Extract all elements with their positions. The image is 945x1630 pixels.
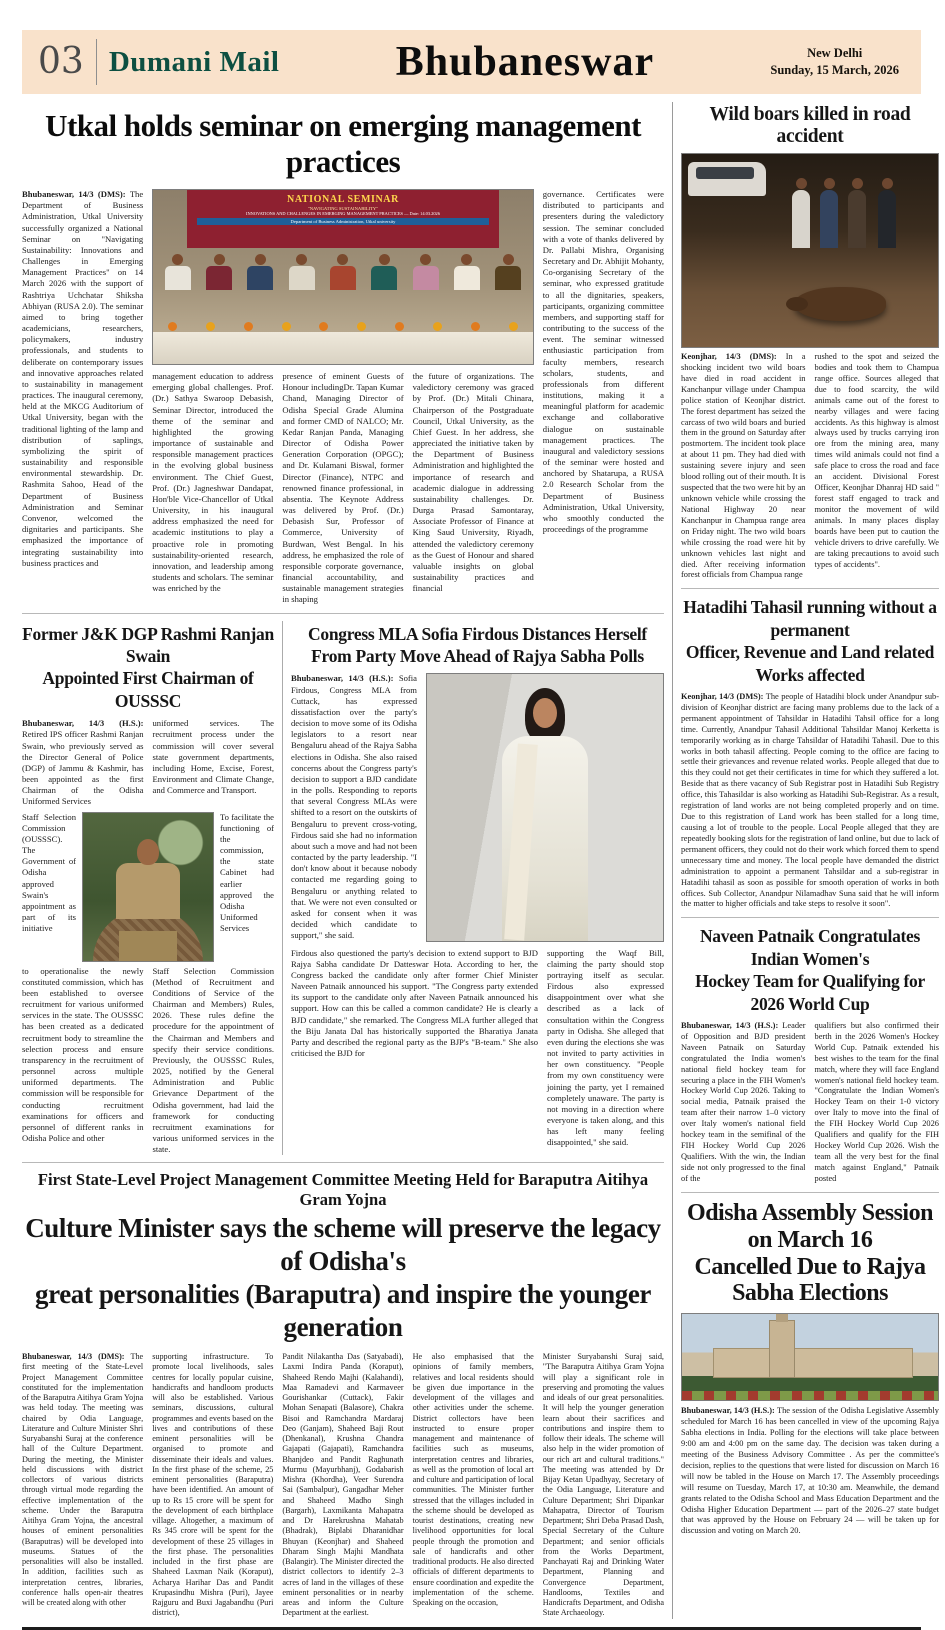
banner-subtitle: INNOVATIONS AND CHALLENGES IN EMERGING MANAGEMENT PRACTICES — Date: 14.03.2026 bbox=[246, 211, 440, 216]
dateline: Keonjhar, 14/3 (DMS): bbox=[681, 352, 777, 361]
utkal-col2: management education to address emerging global challenges. Prof. (Dr.) Sathya Swaroop Debasish, Seminar Director, introduced the theme of the seminar and highlighted the growing importance of sustainable and responsible management practices in the evolving global business environment. The Chief Guest, Prof. (Dr.) Jagneshwar Dandapat, Hon'ble Vice-Chancellor of Utkal University, in his inaugural address emphasized the need for academic institutions to play a proactive role in promoting sustainability-oriented research, innovation, and leadership among students and scholars. The seminar was enriched by the bbox=[152, 371, 274, 594]
headline-utkal-seminar: Utkal holds seminar on emerging management practices bbox=[45, 108, 641, 179]
person-figure bbox=[413, 254, 439, 290]
baraputra-body-grid bbox=[22, 1352, 664, 1619]
section-divider bbox=[22, 613, 664, 614]
ousssc-bottom-columns bbox=[22, 966, 274, 1156]
page-number: 03 bbox=[38, 41, 84, 82]
assembly-building bbox=[713, 1348, 913, 1378]
bystander-figure bbox=[792, 190, 810, 248]
boar-carcass-shape bbox=[794, 287, 886, 321]
wild-boars-col2: rushed to the spot and seized the bodies and took them to Champua range office. Sources alleged that due to food scarcity, the wild animals came out of the forest to nearby villages and were facing accidents. As this highway is almost always used by trucks carrying iron ore from the mining area, many times wild animals could not find a safe place to cross the road and face an accident. Divisional Forest Officer, Keonjhar Dhanraj HD said " forest staff engaged to track and monitor the movement of wild animals. In many places display boards have been put to caution the vehicle drivers to drive carefully. We are taking precautions to avoid such types of accidents". bbox=[814, 352, 939, 569]
masthead-band bbox=[22, 30, 921, 94]
firdous-photo bbox=[426, 673, 664, 941]
headline-line: Naveen Patnaik Congratulates Indian Women's bbox=[699, 926, 921, 969]
masthead-divider bbox=[96, 39, 97, 85]
flower-garland bbox=[153, 322, 533, 330]
headline-line: Hockey Team for Qualifying for 2026 World Cup bbox=[695, 971, 925, 1014]
swain-photo bbox=[82, 812, 214, 962]
dateline: Keonjhar, 14/3 (DMS): bbox=[681, 691, 764, 701]
garden-flowers bbox=[682, 1391, 938, 1400]
edition-city: Bhubaneswar bbox=[395, 39, 655, 85]
officer-legs bbox=[119, 931, 177, 961]
section-divider bbox=[681, 588, 939, 589]
hatadihi-body bbox=[681, 692, 939, 910]
headline-hockey bbox=[681, 925, 939, 1015]
article-text: Leader of Opposition and BJD president Naveen Patnaik on Saturday congratulated the India women's national field hockey team for securing a place in the FIH Women's Hockey World Cup 2026. Taking to social media, Patnaik praised the team after their narrow 1–0 victory over Italy women's national field hockey team in the semifinal of the FIH Hockey World Cup 2026 Qualifiers. With the win, the Indian side not only progressed to the final of the bbox=[681, 1020, 806, 1183]
dateline: Bhubaneswar, 14/3 (H.S.): bbox=[681, 1020, 779, 1030]
article-firdous bbox=[282, 621, 664, 1156]
headline-line: Former J&K DGP Rashmi Ranjan Swain bbox=[22, 623, 274, 666]
article-hockey bbox=[681, 925, 939, 1184]
article-text: Retired IPS officer Rashmi Ranjan Swain, who previously served as the Director General of Police (DGP) of Jammu & Kashmir, has been appointed as the first Chairman of the Odisha Uniformed Services bbox=[22, 729, 144, 807]
ousssc-col2-bottom: Staff Selection Commission (Method of Recruitment and Conditions of Service of the Chairman and Members) Rules, 2026. These rules define the procedure for the appointment of the Chairman and Members and specify their service conditions. Previously, the OUSSSC Rules, 2025, notified by the General Administration and Public Grievance Department of the Odisha government, had laid the framework for conducting recruitment examinations for various uniformed services in the state. bbox=[152, 965, 274, 1155]
headline-assembly bbox=[681, 1200, 939, 1308]
headline-line: Officer, Revenue and Land related Works affected bbox=[685, 642, 935, 685]
person-figure bbox=[289, 254, 315, 290]
ousssc-wrap-right: To facilitate the functioning of the commission, the state Cabinet had earlier approved the Odisha Uniformed Services bbox=[220, 811, 274, 934]
person-figure bbox=[454, 254, 480, 290]
firdous-col3: supporting the Waqf Bill, claiming the party should stop portraying itself as secular. Firdous also expressed disappointment over what she described as a lack of consultation within the Congress party in Odisha. She alleged that even during the elections she was not invited to party activities in her own constituency. "People from my own constituency were joining the party, yet I remained completely unaware. The party is not moving in a direction where everyone is taken along, and this has left many feeling disappointed," she said. bbox=[547, 947, 664, 1148]
utkal-col4: the future of organizations. The valedictory ceremony was graced by Prof. (Dr.) Mitali Chinara, Chairperson of the Postgraduate Council, Utkal University, as the Chief Guest. In her address, she appreciated the initiative taken by the Department of Business Administration and highlighted the importance of research and academic dialogue in addressing sustainability challenges. Dr. Durga Prasad Samontaray, Associate Professor of Finance at King Saud University, Riyadh, attended the valedictory ceremony as the Guest of Honour and shared valuable insights on global sustainability practices and financial bbox=[412, 371, 534, 594]
seminar-photo-banner bbox=[187, 190, 498, 248]
headline-line: Hatadihi Tahasil running without a permanent bbox=[683, 597, 937, 640]
bystander-figure bbox=[848, 190, 866, 248]
assembly-tower bbox=[769, 1320, 795, 1378]
article-text: The first meeting of the State-Level Project Management Committee constituted for the implementation of the Baraputra Aitihya Gram Yojna was held today. The meeting was chaired by Odia Language, Literature and Culture Minister Shri Suryabanshi Suraj at the conference hall of the Culture Department. During the meeting, the Minister held discussions with district collectors of various districts through virtual mode regarding the effective implementation of the scheme. Under the Baraputra Aitihya Gram Yojna, the ancestral houses of eminent personalities (Baraputras) will be developed into museums. Statues of the personalities will also be installed. In addition, facilities such as interpretation centres, libraries, conference halls open-air theatres will be created along with other bbox=[22, 1352, 144, 1608]
person-figure bbox=[165, 254, 191, 290]
article-ousssc bbox=[22, 621, 274, 1156]
article-text: In a shocking incident two wild boars have died in road accident in Kanchanpur village under Champua police station of Keonjhar district. The forest department has seized the carcass of two wild boars and buried them in the ground on Saturday after postmortem. The incident took place at about 11 pm. They had died with sustaining severe injury and seen blood rolling out of their mouth. It is suspected that the two were hit by an unknown vehicle while crossing the National Highway 20 near Kanchanpur in Champua range area on Friday night. The two wild boars while crossing the road were hit by unknown vehicles last night and died. After receiving information forest officials from Champua range bbox=[681, 352, 806, 580]
article-text: The Department of Business Administration, Utkal University successfully organized a National Seminar on "Navigating Sustainability: Innovations and Challenges in Emerging Management Practices" on 14 March 2026 with the support of Rashtriya Uchchatar Shiksha Abhiyan (RUSA 2.0). The seminar aimed to bring together academicians, researchers, policymakers, industry professionals, and students to deliberate on contemporary issues and innovative approaches related to sustainability in management practices. The inaugural ceremony, held at the MKCG Auditorium of Utkal University, began with the traditional lighting of the lamp and distribution of saplings, symbolizing the spirit of sustainability and responsible environmental stewardship. Dr. Rashmita Sahoo, Head of the Department of Business Administration and Seminar Convenor, welcomed the dignitaries and participants. She emphasized the importance of integrating sustainability into business practices and bbox=[22, 189, 144, 568]
masthead-title: Dumani Mail bbox=[108, 45, 280, 78]
article-utkal-seminar bbox=[22, 108, 664, 606]
banner-department: Department of Business Administration, Utkal university bbox=[197, 218, 488, 225]
edition-info bbox=[770, 45, 905, 80]
banner-title: NATIONAL SEMINAR bbox=[287, 194, 399, 205]
dateline: Bhubaneswar, 14/3 (H.S.): bbox=[22, 718, 144, 729]
headline-wild-boars: Wild boars killed in road accident bbox=[709, 104, 911, 147]
utkal-col1 bbox=[22, 189, 143, 606]
headline-line: Congress MLA Sofia Firdous Distances Herself bbox=[308, 623, 647, 644]
ousssc-wrap-left: Staff Selection Commission (OUSSSC). The Government of Odisha approved Swain's appointment as part of its initiative bbox=[22, 811, 76, 934]
person-figure bbox=[371, 254, 397, 290]
seminar-photo bbox=[152, 189, 534, 365]
person-figure bbox=[247, 254, 273, 290]
dateline: Bhubaneswar, 14/3 (DMS): bbox=[22, 1352, 125, 1362]
headline-ousssc bbox=[22, 623, 274, 713]
headline-hatadihi bbox=[681, 596, 939, 686]
officer-uniform bbox=[116, 863, 180, 919]
dateline: Bhubaneswar, 14/3 (H.S.): bbox=[681, 1406, 775, 1416]
section-divider bbox=[681, 1192, 939, 1193]
officer-head bbox=[137, 839, 159, 865]
edition-date: Sunday, 15 March, 2026 bbox=[770, 63, 899, 77]
section-divider bbox=[22, 1162, 664, 1163]
dateline: Bhubaneswar, 14/3 (DMS): bbox=[22, 189, 126, 199]
page-content bbox=[22, 102, 939, 1619]
baraputra-col5: Minister Suryabanshi Suraj said, "The Baraputra Aitihya Gram Yojna will play a significant role in preserving and promoting the values and ideals of our great personalities. It will help the younger generation learn about their sacrifices and contributions and inspire them to follow their ideals. The scheme will also help in the wider promotion of our rich art and cultural traditions." The meeting was attended by Dr Bijay Ketan Upadhyay, Secretary of the Odia Language, Literature and Culture Department; Shri Dipankar Mahapatra, Director of Tourism Department; Shri Deba Prasad Dash, Special Secretary of the Culture Department; and senior officials from the Works Department, Panchayati Raj and Drinking Water Department, Planning and Convergence Department, Handlooms, Textiles and Handicrafts Department, and Odisha State Archaeology. bbox=[542, 1352, 664, 1618]
bystander-figure bbox=[878, 190, 896, 248]
headline-line: Appointed First Chairman of OUSSSC bbox=[42, 668, 254, 711]
baraputra-col1 bbox=[22, 1352, 143, 1619]
article-baraputra bbox=[22, 1170, 664, 1618]
hockey-col2: qualifiers but also confirmed their berth in the 2026 Women's Hockey World Cup. Patnaik extended his best wishes to the team for the final match, where they will face England women's national field hockey team. "Congratulate the Indian Women's Hockey Team on their 1-0 victory over Italy to move into the final of the FIH Hockey World Cup 2026 Qualifiers and qualify for the FIH Hockey World Cup 2026. Wish the team all the very best for the final match against England," Patnaik posted bbox=[814, 1020, 939, 1183]
hockey-col1 bbox=[681, 1021, 806, 1185]
vehicle-shape bbox=[688, 162, 766, 196]
utkal-body-grid bbox=[22, 189, 664, 606]
headline-firdous bbox=[291, 623, 664, 668]
dateline: Bhubaneswar, 14/3 (H.S.): bbox=[291, 673, 394, 684]
dignitaries-figures bbox=[157, 254, 529, 290]
ousssc-col1-bottom: to operationalise the newly constituted commission, which has been established to oversee recruitment for various uniformed services in the state. The OUSSSC has been created as a dedicated recruitment body to streamline the selection process and ensure transparency in the recruitment of personnel across multiple uniformed departments. The commission will be responsible for conducting recruitment examinations for officers and personnel of different ranks in Odisha Police and other bbox=[22, 965, 144, 1144]
firdous-body-grid bbox=[291, 673, 664, 1148]
kicker-baraputra: First State-Level Project Management Committee Meeting Held for Baraputra Aitihya Gram Yojna bbox=[37, 1170, 649, 1210]
article-text: The session of the Odisha Legislative Assembly scheduled for March 16 has been cancelled in view of the upcoming Rajya Sabha elections in India. Polling for the elections will take place between 9:00 am and 4:00 pm on the same day. The decision was taken during a meeting of the Business Advisory Committee . As per the committee's decision, replies to the questions that were listed for discussion on March 16 will now be tabled in the House on March 17. The Assembly proceedings will resume on Tuesday, March 17, at 10:30 am. Meanwhile, the demand grants related to the Odisha School and Mass Education Department and the Odisha Higher Education Department — part of the 2026–27 state budget that was approved by the House on February 24 — will be taken up for discussion and voting on March 20. bbox=[681, 1406, 939, 1536]
baraputra-col4: He also emphasised that the opinions of family members, relatives and local residents should be given due importance in the development of the villages and other activities under the scheme. District collectors have been instructed to ensure proper management and maintenance of facilities such as museums, interpretation centres and libraries, as well as the promotion of local art and culture and participation of local communities. The Minister further stressed that the villages included in the scheme should be developed as tourist destinations, creating new livelihood opportunities for local people through the promotion and sale of handicrafts and other traditional products. He also directed officials of different departments to ensure coordination and expedite the implementation of the scheme. Speaking on the occasion, bbox=[412, 1352, 534, 1608]
headline-line: From Party Move Ahead of Rajya Sabha Polls bbox=[311, 646, 644, 666]
mid-band bbox=[22, 621, 664, 1156]
article-assembly bbox=[681, 1200, 939, 1538]
person-figure bbox=[495, 254, 521, 290]
headline-line: Odisha Assembly Session on March 16 bbox=[687, 1199, 933, 1253]
headline-line: great personalities (Baraputra) and inspire the younger generation bbox=[35, 1279, 651, 1343]
bottom-rule bbox=[22, 1627, 921, 1630]
article-wild-boars bbox=[681, 104, 939, 581]
headline-baraputra bbox=[22, 1212, 664, 1344]
headline-line: Cancelled Due to Rajya Sabha Elections bbox=[694, 1253, 926, 1307]
bystander-figure bbox=[820, 190, 838, 248]
firdous-col1 bbox=[291, 673, 417, 941]
article-text: Sofia Firdous, Congress MLA from Cuttack, has expressed dissatisfaction over the party's decision to move some of its Odisha legislators to a resort near Bengaluru ahead of the Rajya Sabha elections in Odisha. She also raised concerns about the Congress party's decision to support a BJD candidate in the polls. Responding to reports that several Congress MLAs were shifted to a resort on the outskirts of Bengaluru to prevent cross-voting, Firdous said she had no information about such a move and had not been contacted by the party leadership. "I don't know about it because nobody contacted me regarding going to Bengaluru or anything related to that. We were not even consulted or asked for consent when it was decided which candidate to support," she said. bbox=[291, 673, 417, 941]
edition-place: New Delhi bbox=[807, 45, 863, 60]
firdous-below-photo: Firdous also questioned the party's decision to extend support to BJD Rajya Sabha candidate Dr Datteswar Hota. According to her, the Congress backed the candidate only after former Chief Minister Naveen Patnaik announced his support. "The Congress party extended its support to the candidate only after Naveen Patnaik announced his support. How can this be called a common candidate? He is clearly a BJD candidate," she remarked. The Congress MLA further alleged that the Biju Janata Dal has historically supported the Bharatiya Janata Party and described the regional party as the BJP's "B-team." She also criticised the BJD for bbox=[291, 947, 538, 1059]
assembly-body bbox=[681, 1406, 939, 1537]
assembly-photo bbox=[681, 1313, 939, 1401]
person-figure bbox=[206, 254, 232, 290]
right-rail bbox=[672, 102, 939, 1619]
article-hatadihi bbox=[681, 596, 939, 910]
ousssc-col1-top bbox=[22, 718, 144, 807]
person-figure bbox=[330, 254, 356, 290]
ousssc-photo-row bbox=[22, 812, 274, 962]
wild-boar-photo bbox=[681, 153, 939, 348]
main-column bbox=[22, 102, 664, 1619]
ousssc-col2-top: uniformed services. The recruitment process under the commission will cover several state government departments, including Home, Excise, Forest, Environment and Climate Change, and Commerce and Transport. bbox=[152, 718, 274, 796]
article-text: The people of Hatadihi block under Anandpur sub-division of Keonjhar district are facing many problems due to the lack of a permanent appointment of Tahsildar in Hatadihi Tahsil office for a long time. Currently, Anandpur Tahasil Additional Tahsildar Manoj Kerketta is temporarily working as in charge Tahsildar of Hatadihi Tahasil. Due to this works in both tahasil affecting. People coming to the office are facing to settle their grievances and revenue related works. People alleged that due to this they could not get their certificates in time for which they suffered a lot. Beside that as there vacancy of Sub Registrar post in Hatadihi Sub Registry office, this Tahasildar is also working as Hatadihi Sub-Registrar. As a result, registration of land works are not being completed properly and on time. Due to this registration of Land work has been stalled for a long time, causing a lot of trouble to the people. Local People alleged that they are repeatedly booking slots for the registration of land online, but due to lack of permanent officers, they could not do their work which forced them to spend unnecessary time and money. The local people have demanded the district administration to appoint a permanent Tahsildar and a sub-registrar in Hatadihi tahasil as soon as possible for smooth operation of works in both offices. Sub Collector, Anandpur Nilamadhav Suna said that he will inform the matter to higher officials and take steps to resolve it soon". bbox=[681, 691, 939, 909]
utkal-col5: governance. Certificates were distributed to participants and presenters during the valedictory session. The seminar concluded with a vote of thanks delivered by Dr. Pallabi Mishra, Organising Secretary and Dr. Abhijit Mohanty, Co-organising Secretary of the seminar, who expressed gratitude to all the dignitaries, speakers, participants, organizing committee members, and supporting staff for contributing to the success of the event. The seminar witnessed enthusiastic participation from faculty members, research scholars, students, and professionals from different institutions, making it a meaningful platform for academic exchange and collaborative dialogue on sustainable management practices. The inaugural and valedictory sessions of the seminar were hosted and anchored by Shatarupa, a RUSA 2.0 Research Scholar from the Department of Business Administration, Utkal University, who smoothly conducted the proceedings of the programme bbox=[542, 189, 664, 535]
utkal-col3: presence of eminent Guests of Honour includingDr. Tapan Kumar Chand, Managing Director of Odisha Special Grade Alumina and former CMD of NALCO; Mr. Kedar Ranjan Panda, Managing Director of Odisha Power Generation Corporation (OPGC); and Dr. Kulamani Biswal, former Director (Finance), NTPC and renowned finance professional, in absentia. The Keynote Address was delivered by Prof. (Dr.) Debasish Sur, Professor of Commerce, University of Burdwan, West Bengal. In his address, he emphasized the role of responsible corporate governance, financial accountability, and sustainable management strategies in shaping bbox=[282, 371, 404, 605]
wild-boars-col1 bbox=[681, 352, 806, 581]
dais-table bbox=[153, 332, 533, 364]
wild-boars-body bbox=[681, 352, 939, 581]
section-divider bbox=[681, 917, 939, 918]
baraputra-col2: supporting infrastructure. To promote local livelihoods, sales centres for locally popular cuisine, handicrafts and handloom products will also be established. Various seminars, discussions, cultural programmes and events based on the lives and contributions of these eminent personalities will be organised to promote and disseminate their ideals and values. In the first phase of the scheme, 25 eminent personalities (Baraputra) have been identified. An amount of up to Rs 15 crore will be spent for the development of each birthplace village. Altogether, a maximum of Rs 345 crore will be spent for the development of these 25 villages in the first phase. The personalities included in the first phase are Shaheed Laxman Naik (Koraput), Acharya Harihar Das and Pandit Krupasindhu Mishra (Puri), Jayee Rajguru and Buxi Jagabandhu (Puri district), bbox=[152, 1352, 274, 1618]
baraputra-col3: Pandit Nilakantha Das (Satyabadi), Laxmi Indira Panda (Koraput), Shaheed Rendo Majhi (Kalahandi), Maa Ramadevi and Karmaveer Gourishankar (Cuttack), Fakir Mohan Senapati (Balasore), Chakra Bisoi and Ramchandra Mardaraj Deo (Ganjam), Shaheed Baji Rout (Dhenkanal), Krushna Chandra Gajapati (Gajapati), Ramchandra Bhanjdeo and Pandit Raghunath Murmu (Mayurbhanj), Godabarish Mishra (Khordha), Veer Surendra Sai (Sambalpur), Gangadhar Meher and Shaheed Madho Singh (Bargarh), Laxmikanta Mahapatra and Dr Harekrushna Mahatab (Bhadrak), Biplabi Dharanidhar Bhuyan (Keonjhar) and Shaheed Dharam Singh Majhi Mandhata (Balangir). The Minister directed the district collectors to identify 2–3 acres of land in the villages of these eminent personalities or in nearby areas and inform the Culture Department at the earliest. bbox=[282, 1352, 404, 1618]
headline-line: Culture Minister says the scheme will preserve the legacy of Odisha's bbox=[25, 1213, 661, 1277]
banner-theme: "NAVIGATING SUSTAINABILITY" bbox=[307, 206, 379, 211]
hockey-body bbox=[681, 1021, 939, 1185]
ousssc-top-columns bbox=[22, 718, 274, 807]
